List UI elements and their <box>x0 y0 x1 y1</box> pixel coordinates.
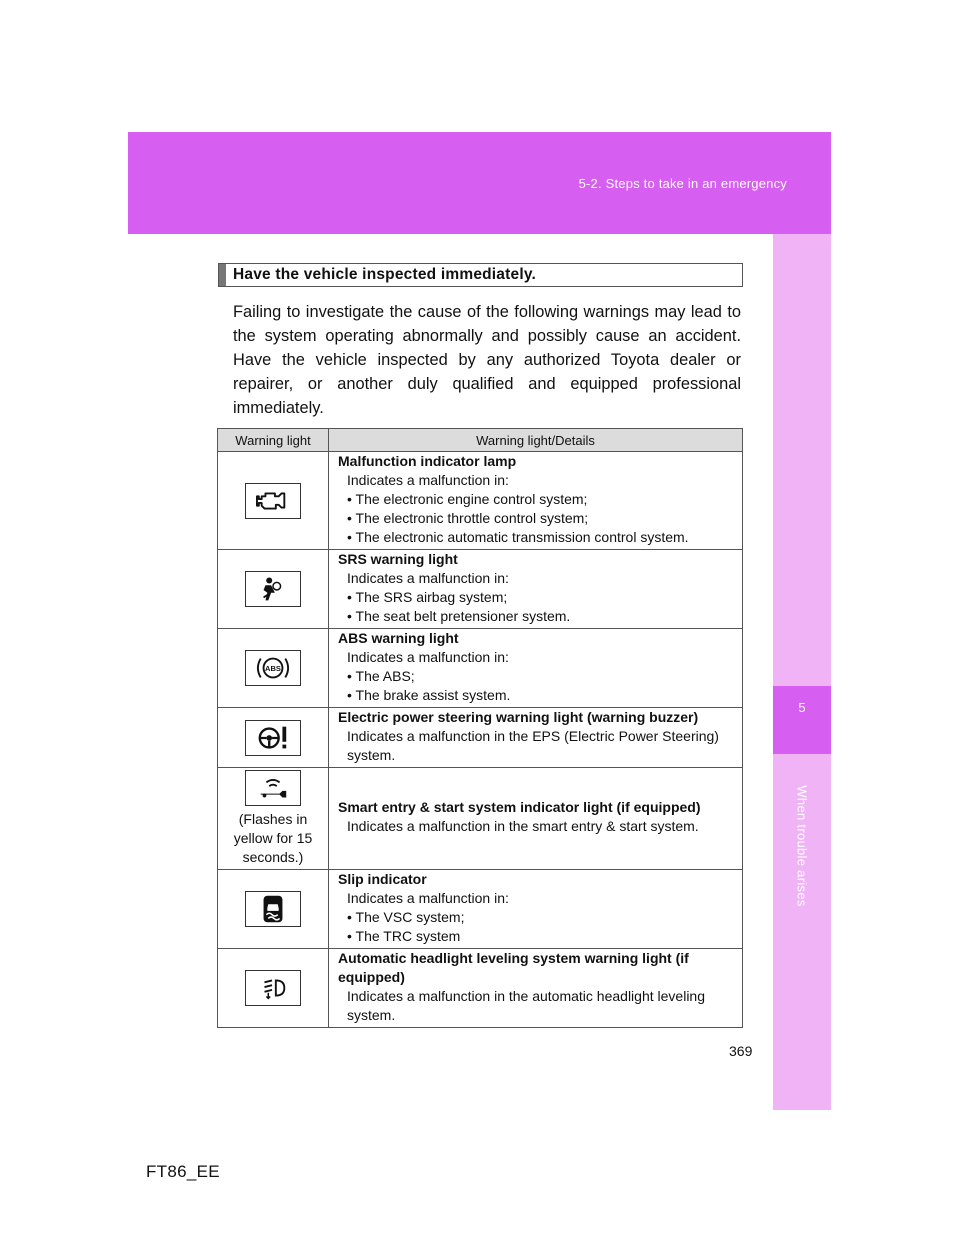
bullet-item: • The seat belt pretensioner system. <box>347 608 571 624</box>
row-name: Electric power steering warning light (warning buzzer) <box>338 709 699 725</box>
table-row <box>218 949 743 1028</box>
engine-icon <box>245 483 301 519</box>
bullet-item: • The electronic throttle control system; <box>347 510 589 526</box>
details-cell <box>329 708 743 768</box>
heading-bar <box>219 264 226 286</box>
section-heading-text: Have the vehicle inspected immediately. <box>233 266 536 283</box>
column-header-details: Warning light/Details <box>329 429 743 452</box>
icon-cell <box>218 870 329 949</box>
breadcrumb: 5-2. Steps to take in an emergency <box>578 176 787 191</box>
headlight-leveling-icon <box>245 970 301 1006</box>
smart-key-icon <box>245 770 301 806</box>
intro-paragraph: Failing to investigate the cause of the following warnings may lead to the system operating abnormally and possibly cause an accident. Have the vehicle inspected by any authorized Toyota dealer or repairer, or another duly qualified and equipped professional immediately. <box>233 303 741 417</box>
row-name: Slip indicator <box>338 871 427 887</box>
row-text: Indicates a malfunction in: <box>347 649 509 665</box>
row-text: Indicates a malfunction in: <box>347 472 509 488</box>
table-row <box>218 452 743 550</box>
row-name: Malfunction indicator lamp <box>338 453 517 469</box>
row-text: Indicates a malfunction in the EPS (Electric Power Steering) system. <box>347 728 719 763</box>
icon-note: (Flashes in yellow for 15 seconds.) <box>233 811 313 865</box>
warning-light-table <box>217 428 743 1028</box>
column-header-warning-light: Warning light <box>218 429 329 452</box>
table-row <box>218 629 743 708</box>
icon-cell <box>218 768 329 870</box>
abs-icon-label: ABS <box>265 663 281 673</box>
bullet-item: • The ABS; <box>347 668 415 684</box>
section-heading <box>218 263 743 287</box>
details-cell <box>329 452 743 550</box>
bullet-item: • The electronic automatic transmission control system. <box>347 529 689 545</box>
table-row <box>218 708 743 768</box>
row-text: Indicates a malfunction in: <box>347 890 509 906</box>
icon-cell <box>218 949 329 1028</box>
chapter-number-box <box>773 686 831 754</box>
row-name: SRS warning light <box>338 551 458 567</box>
table-row <box>218 768 743 870</box>
row-text: Indicates a malfunction in: <box>347 570 509 586</box>
row-text: Indicates a malfunction in the automatic headlight leveling system. <box>347 988 705 1023</box>
row-name: Smart entry & start system indicator light (if equipped) <box>338 799 701 815</box>
abs-icon <box>245 650 301 686</box>
bullet-item: • The brake assist system. <box>347 687 511 703</box>
icon-cell <box>218 629 329 708</box>
slip-icon <box>245 891 301 927</box>
chapter-side-tab[interactable] <box>773 234 831 1110</box>
details-cell <box>329 870 743 949</box>
row-name: ABS warning light <box>338 630 459 646</box>
table-row <box>218 550 743 629</box>
table-row <box>218 870 743 949</box>
chapter-title: When trouble arises <box>794 785 810 907</box>
row-text: Indicates a malfunction in the smart entry & start system. <box>347 818 699 834</box>
bullet-item: • The TRC system <box>347 928 461 944</box>
chapter-number: 5 <box>798 700 806 715</box>
icon-cell <box>218 452 329 550</box>
eps-icon <box>245 720 301 756</box>
bullet-item: • The electronic engine control system; <box>347 491 588 507</box>
header-band <box>128 132 831 234</box>
airbag-icon <box>245 571 301 607</box>
details-cell <box>329 949 743 1028</box>
icon-cell <box>218 550 329 629</box>
row-name: Automatic headlight leveling system warning light (if equipped) <box>338 950 689 985</box>
table-header-row <box>218 429 743 452</box>
bullet-item: • The SRS airbag system; <box>347 589 508 605</box>
bullet-item: • The VSC system; <box>347 909 465 925</box>
page-number: 369 <box>729 1043 753 1059</box>
details-cell <box>329 550 743 629</box>
details-cell <box>329 768 743 870</box>
icon-cell <box>218 708 329 768</box>
document-code: FT86_EE <box>146 1162 220 1181</box>
details-cell <box>329 629 743 708</box>
